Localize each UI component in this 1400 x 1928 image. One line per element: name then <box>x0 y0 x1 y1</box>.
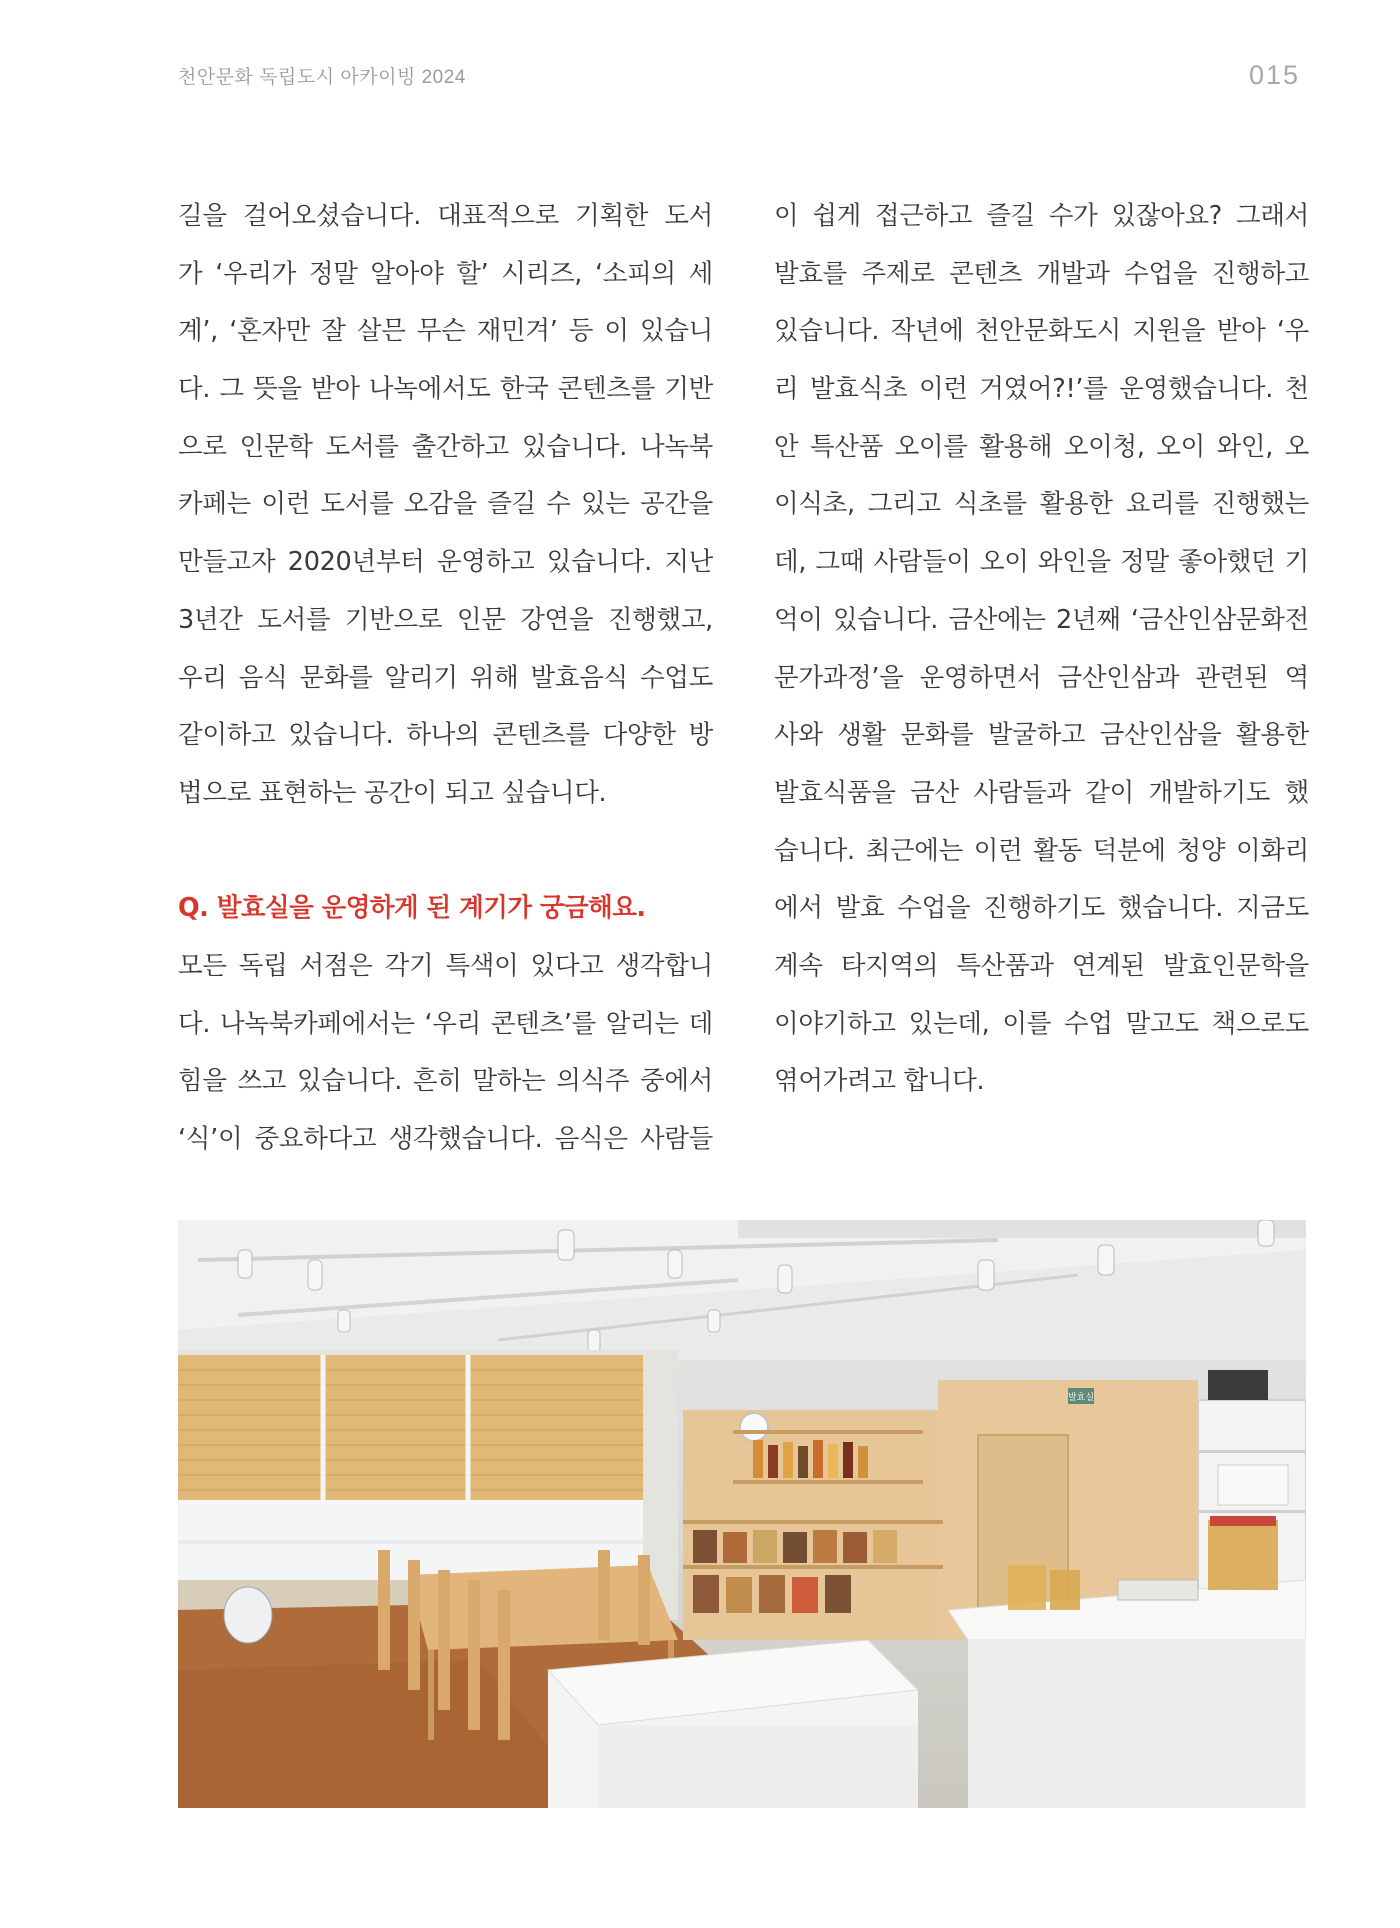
text-line: 이야기하고 있는데, 이를 수업 말고도 책으로도 <box>774 1008 1309 1039</box>
text-line: 리 발효식초 이런 거였어?!’를 운영했습니다. 천 <box>774 374 1309 405</box>
paragraph-gap <box>178 823 713 881</box>
left-column <box>178 188 713 1169</box>
text-line: 안 특산품 오이를 활용해 오이청, 오이 와인, 오 <box>774 431 1309 462</box>
text-line: 억이 있습니다. 금산에는 2년째 ‘금산인삼문화전 <box>774 604 1309 635</box>
text-line: 다. 나녹북카페에서는 ‘우리 콘텐츠’를 알리는 데 <box>178 1008 713 1039</box>
room-sign: 발효실 <box>1067 1393 1095 1403</box>
text-line: 엮어가려고 합니다. <box>774 1066 985 1097</box>
text-line: ‘식’이 중요하다고 생각했습니다. 음식은 사람들 <box>178 1124 713 1154</box>
text-line: 데, 그때 사람들이 오이 와인을 정말 좋아했던 기 <box>774 547 1309 578</box>
text-line: 이식초, 그리고 식초를 활용한 요리를 진행했는 <box>774 489 1309 520</box>
text-line: 계속 타지역의 특산품과 연계된 발효인문학을 <box>774 950 1309 981</box>
text-line: 에서 발효 수업을 진행하기도 했습니다. 지금도 <box>774 893 1309 924</box>
text-line: 만들고자 2020년부터 운영하고 있습니다. 지난 <box>178 547 713 578</box>
text-line: 사와 생활 문화를 발굴하고 금산인삼을 활용한 <box>774 720 1309 751</box>
text-line: 우리 음식 문화를 알리기 위해 발효음식 수업도 <box>178 662 713 693</box>
text-line: 다. 그 뜻을 받아 나녹에서도 한국 콘텐츠를 기반 <box>178 374 713 405</box>
text-line: 발효식품을 금산 사람들과 같이 개발하기도 했 <box>774 777 1309 808</box>
text-line: 모든 독립 서점은 각기 특색이 있다고 생각합니 <box>178 950 713 981</box>
text-line: 3년간 도서를 기반으로 인문 강연을 진행했고, <box>178 604 713 635</box>
text-line: 습니다. 최근에는 이런 활동 덕분에 청양 이화리 <box>774 835 1309 866</box>
running-title: 천안문화 독립도시 아카이빙 2024 <box>178 67 466 88</box>
fermentation-room-photo <box>178 1220 1306 1808</box>
interview-question: Q. 발효실을 운영하게 된 계기가 궁금해요. <box>178 893 646 924</box>
text-line: 카페는 이런 도서를 오감을 즐길 수 있는 공간을 <box>178 489 713 520</box>
text-line: 길을 걸어오셨습니다. 대표적으로 기획한 도서 <box>178 201 713 231</box>
page-number: 015 <box>1248 60 1300 90</box>
text-line: 으로 인문학 도서를 출간하고 있습니다. 나녹북 <box>178 431 713 462</box>
text-line: 문가과정’을 운영하면서 금산인삼과 관련된 역 <box>774 662 1309 693</box>
text-line: 있습니다. 작년에 천안문화도시 지원을 받아 ‘우 <box>774 316 1309 347</box>
text-line: 법으로 표현하는 공간이 되고 싶습니다. <box>178 777 607 808</box>
text-line: 발효를 주제로 콘텐츠 개발과 수업을 진행하고 <box>774 258 1309 289</box>
text-line: 이 쉽게 접근하고 즐길 수가 있잖아요? 그래서 <box>774 201 1309 231</box>
text-line: 같이하고 있습니다. 하나의 콘텐츠를 다양한 방 <box>178 720 713 751</box>
text-line: 계’, ‘혼자만 잘 살믄 무슨 재민겨’ 등 이 있습니 <box>178 316 713 347</box>
text-line: 가 ‘우리가 정말 알아야 할’ 시리즈, ‘소피의 세 <box>178 258 713 289</box>
right-column <box>774 188 1309 1111</box>
text-line: 힘을 쓰고 있습니다. 흔히 말하는 의식주 중에서 <box>178 1066 713 1097</box>
